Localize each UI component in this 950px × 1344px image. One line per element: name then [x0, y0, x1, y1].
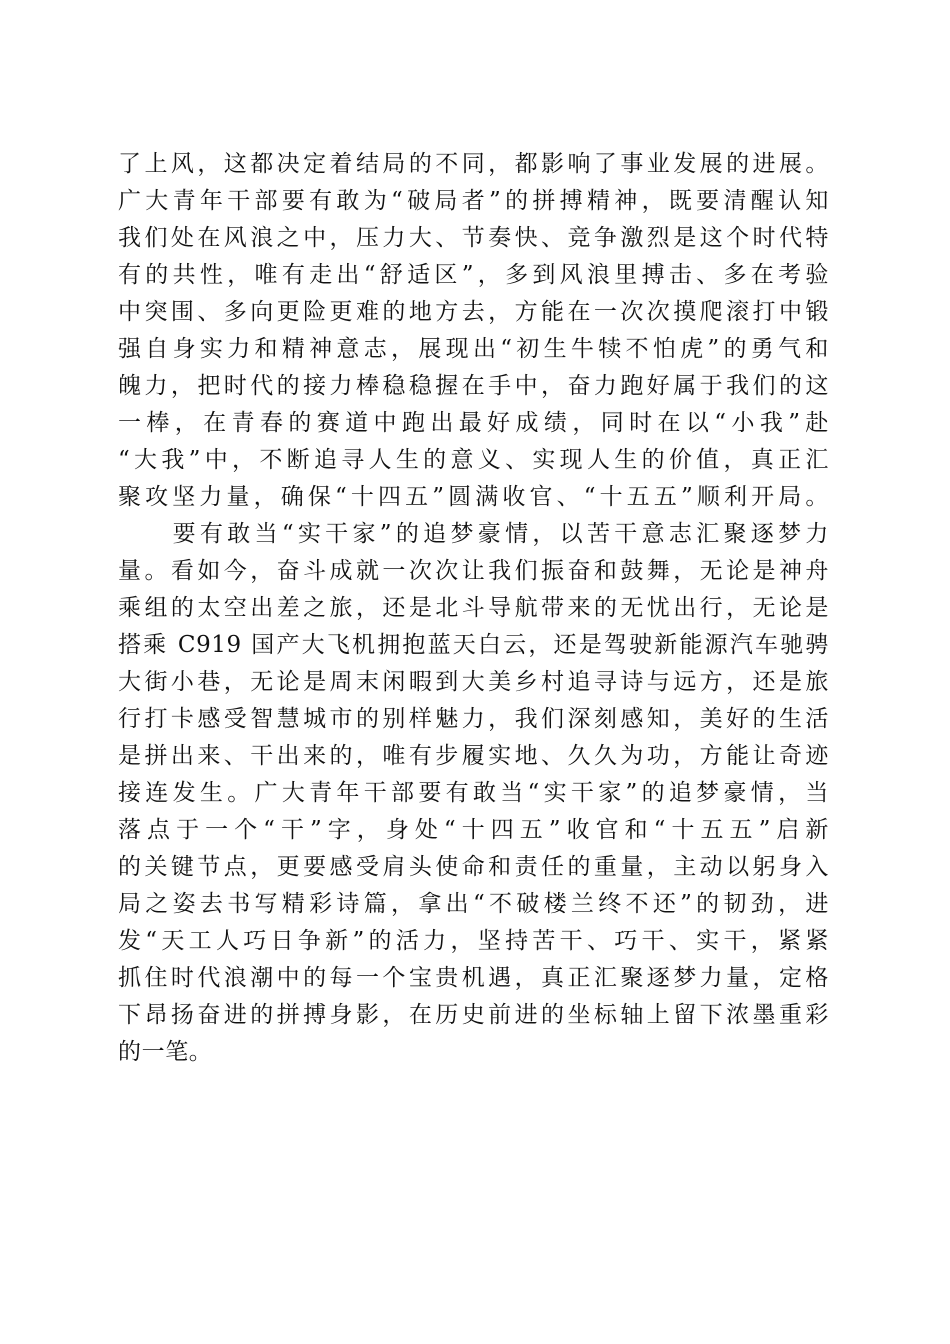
text-line: “大我”中，不断追寻人生的意义、实现人生的价值，真正汇 [118, 447, 829, 473]
text-line: 抓住时代浪潮中的每一个宝贵机遇，真正汇聚逐梦力量，定格 [118, 965, 829, 991]
text-line: 有的共性，唯有走出“舒适区”，多到风浪里搏击、多在考验 [118, 262, 829, 288]
text-line: 强自身实力和精神意志，展现出“初生牛犊不怕虎”的勇气和 [118, 336, 829, 362]
text-line: 广大青年干部要有敢为“破局者”的拼搏精神，既要清醒认知 [118, 188, 829, 214]
text-line: 大街小巷，无论是周末闲暇到大美乡村追寻诗与远方，还是旅 [118, 669, 829, 695]
text-line: 魄力，把时代的接力棒稳稳握在手中，奋力跑好属于我们的这 [118, 373, 829, 399]
body-text [118, 146, 829, 1071]
text-line: 我们处在风浪之中，压力大、节奏快、竞争激烈是这个时代特 [118, 225, 829, 251]
text-line: 量。看如今，奋斗成就一次次让我们振奋和鼓舞，无论是神舟 [118, 558, 829, 584]
text-line: 的关键节点，更要感受肩头使命和责任的重量，主动以躬身入 [118, 854, 829, 880]
paragraph-start-line: 要有敢当“实干家”的追梦豪情，以苦干意志汇聚逐梦力 [118, 521, 829, 547]
final-line: 的一笔。 [118, 1039, 213, 1065]
text-line: 了上风，这都决定着结局的不同，都影响了事业发展的进展。 [118, 151, 829, 177]
text-line: 落点于一个“干”字，身处“十四五”收官和“十五五”启新 [118, 817, 829, 843]
text-line: 局之姿去书写精彩诗篇，拿出“不破楼兰终不还”的韧劲，进 [118, 891, 829, 917]
text-line: 聚攻坚力量，确保“十四五”圆满收官、“十五五”顺利开局。 [118, 484, 829, 510]
text-line: 搭乘 C919 国产大飞机拥抱蓝天白云，还是驾驶新能源汽车驰骋 [118, 632, 829, 658]
text-line: 中突围、多向更险更难的地方去，方能在一次次摸爬滚打中锻 [118, 299, 829, 325]
text-line: 发“天工人巧日争新”的活力，坚持苦干、巧干、实干，紧紧 [118, 928, 829, 954]
text-line: 接连发生。广大青年干部要有敢当“实干家”的追梦豪情，当 [118, 780, 829, 806]
text-line: 一棒，在青春的赛道中跑出最好成绩，同时在以“小我”赴 [118, 410, 829, 436]
text-line: 乘组的太空出差之旅，还是北斗导航带来的无忧出行，无论是 [118, 595, 829, 621]
text-line: 下昂扬奋进的拼搏身影，在历史前进的坐标轴上留下浓墨重彩 [118, 1002, 829, 1028]
text-line: 行打卡感受智慧城市的别样魅力，我们深刻感知，美好的生活 [118, 706, 829, 732]
text-line: 是拼出来、干出来的，唯有步履实地、久久为功，方能让奇迹 [118, 743, 829, 769]
